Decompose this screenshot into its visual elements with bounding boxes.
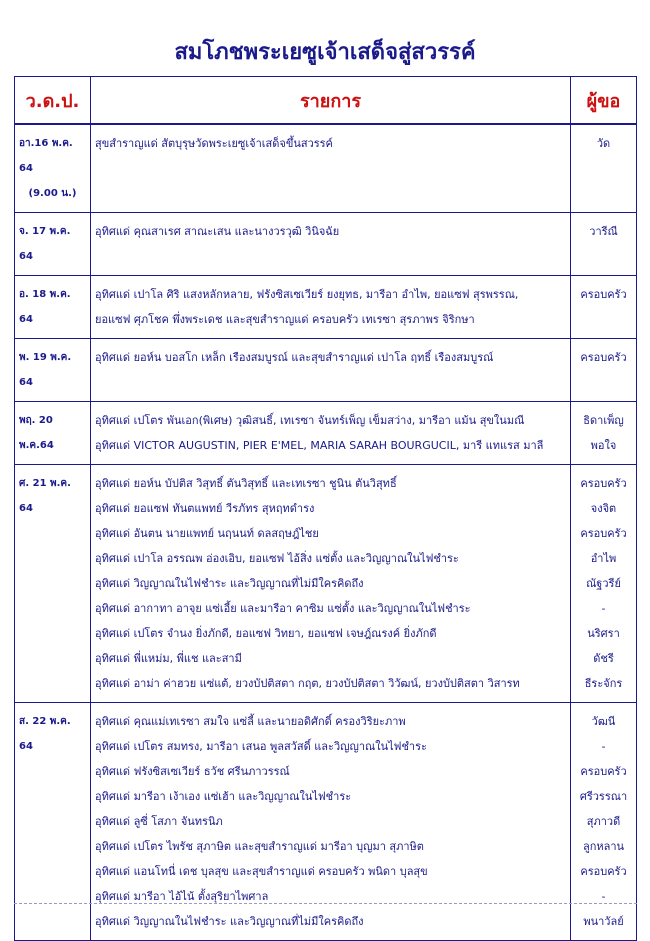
intention-line: อุทิศแด่ คุณสาเรศ สาณะเสน และนางวรวุฒิ วินิจฉัย <box>95 225 340 238</box>
bottom-dashed-divider <box>14 903 637 904</box>
requester-cell <box>571 339 637 402</box>
items-cell <box>91 339 571 402</box>
requester-text: ณัฐวรีย์ <box>586 577 621 590</box>
intention-line: อุทิศแด่ ฟรังซิสเซเวียร์ ธวัช ศรีนภาวรรณ์ <box>95 765 290 778</box>
requester-cell <box>571 402 637 465</box>
intention-line: อุทิศแด่ เปาโล อรรณพ อ่องเอิบ, ยอแซฟ ไอ้สิ่ง แซ่ตั้ง และวิญญาณในไฟชำระ <box>95 552 459 565</box>
intention-line: อุทิศแด่ มารีอา เง้าเอง แซ่เฮ้า และวิญญาณในไฟชำระ <box>95 790 352 803</box>
items-cell <box>91 402 571 465</box>
header-items: รายการ <box>91 77 571 125</box>
intention-line: อุทิศแด่ เปโตร พันเอก(พิเศษ) วุฒิสนธิ์, เทเรซา จันทร์เพ็ญ เข็มสว่าง, มารีอา แม้น สุขในมณี <box>95 414 525 427</box>
intention-line: อุทิศแด่ เปโตร จำนง ยิ่งภักดี, ยอแซฟ วิทยา, ยอแซฟ เจษฎ์ณรงค์ ยิ่งภักดี <box>95 627 437 640</box>
header-requester: ผู้ขอ <box>571 77 637 125</box>
date-cell <box>15 213 91 276</box>
date-cell <box>15 402 91 465</box>
intention-line: อุทิศแด่ ลูซี่ โสภา จันทรนิภ <box>95 815 223 828</box>
requester-text: วัด <box>596 137 611 150</box>
intention-line: อุทิศแด่ วิญญาณในไฟชำระ และวิญญาณที่ไม่มีใครคิดถึง <box>95 915 364 928</box>
intention-line: อุทิศแด่ เปโตร ไพรัช สุภาษิต และสุขสำราญแด่ มารีอา บุญมา สุภาษิต <box>95 840 424 853</box>
date-text: ส. 22 พ.ค. 64 <box>19 716 71 752</box>
requester-text: ครอบครัว <box>580 527 627 540</box>
date-cell <box>15 703 91 941</box>
requester-text: ครอบครัว <box>580 351 627 364</box>
page-title: สมโภชพระเยซูเจ้าเสด็จสู่สวรรค์ <box>174 40 476 65</box>
date-cell <box>15 124 91 213</box>
items-cell <box>91 124 571 213</box>
header-date: ว.ด.ป. <box>15 77 91 125</box>
requester-text: ครอบครัว <box>580 865 627 878</box>
requester-text: นริศรา <box>587 627 620 640</box>
table-row <box>15 402 637 465</box>
date-text: พฤ. 20 พ.ค.64 <box>19 415 54 451</box>
requester-text: พนาวัลย์ <box>583 915 624 928</box>
intention-line: อุทิศแด่ อาม่า ค่าฮวย แซ่แต้, ยวงบัปติสตา กฤต, ยวงบัปติสตา วิวัฒน์, ยวงบัปติสตา วิสารท <box>95 677 520 690</box>
table-row <box>15 339 637 402</box>
items-cell <box>91 465 571 703</box>
intention-line: อุทิศแด่ พี่แหม่ม, พี่แช และสามี <box>95 652 242 665</box>
requester-text: ดัชรี <box>593 652 614 665</box>
requester-cell <box>571 213 637 276</box>
table-row <box>15 124 637 213</box>
intention-line: อุทิศแด่ ยอห์น บอสโก เหล็ก เรืองสมบูรณ์ และสุขสำราญแด่ เปาโล ฤทธิ์ เรืองสมบูรณ์ <box>95 351 494 364</box>
intention-line: อุทิศแด่ ยอแซฟ ทันตแพทย์ วีรภัทร สุหฤทดำรง <box>95 502 315 515</box>
items-cell <box>91 213 571 276</box>
date-text: พ. 19 พ.ค. 64 <box>19 352 72 388</box>
requester-text: พอใจ <box>590 439 617 452</box>
intention-line: อุทิศแด่ อากาทา อาจุย แซ่เอี้ย และมารีอา คาซิม แซ่ตั้ง และวิญญาณในไฟชำระ <box>95 602 471 615</box>
requester-text: ลูกหลาน <box>582 840 625 853</box>
requester-text: จงจิต <box>590 502 617 515</box>
date-text: จ. 17 พ.ค. 64 <box>19 226 71 262</box>
table-header-row <box>15 77 637 125</box>
requester-text: - <box>601 602 606 615</box>
requester-text: - <box>601 890 606 903</box>
items-cell <box>91 703 571 941</box>
intention-line: อุทิศแด่ VICTOR AUGUSTIN, PIER E'MEL, MARIA SARAH BOURGUCIL, มารี แทแรส มาลี <box>95 439 544 452</box>
intention-line: ยอแซฟ ศุภโชค พึ่งพระเดช และสุขสำราญแด่ ครอบครัว เทเรซา สุรภาพร จิริกษา <box>95 313 475 326</box>
table-row <box>15 276 637 339</box>
requester-text: ศรีวรรณา <box>579 790 628 803</box>
intention-line: อุทิศแด่ มารีอา ไอ้ไน้ ตั้งสุริยาไพศาล <box>95 890 269 903</box>
requester-text: ครอบครัว <box>580 477 627 490</box>
table-row <box>15 703 637 941</box>
date-cell <box>15 339 91 402</box>
table-row <box>15 465 637 703</box>
intention-line: อุทิศแด่ เปาโล ศิริ แสงหลักหลาย, ฟรังซิสเซเวียร์ ยงยุทธ, มารีอา อำไพ, ยอแซฟ สุรพรรณ, <box>95 288 519 301</box>
requester-text: ธิดาเพ็ญ <box>583 414 624 427</box>
intention-line: อุทิศแด่ ยอห์น บัปติส วิสุทธิ์ ตันวิสุทธิ์ และเทเรซา ชูนิน ตันวิสุทธิ์ <box>95 477 397 490</box>
intention-line: อุทิศแด่ วิญญาณในไฟชำระ และวิญญาณที่ไม่มีใครคิดถึง <box>95 577 364 590</box>
intention-line: อุทิศแด่ แอนโทนี่ เดช บุลสุข และสุขสำราญแด่ ครอบครัว พนิดา บุลสุข <box>95 865 428 878</box>
date-cell <box>15 276 91 339</box>
table-row <box>15 213 637 276</box>
requester-text: วารีณี <box>589 225 618 238</box>
intention-line: อุทิศแด่ คุณแม่เทเรซา สมใจ แซ่ลี้ และนายอดิศักดิ์ ครองวิริยะภาพ <box>95 715 406 728</box>
requester-text: ธีระจักร <box>584 677 623 690</box>
date-text: อา.16 พ.ค. 64 <box>19 138 73 174</box>
requester-cell <box>571 124 637 213</box>
date-text: อ. 18 พ.ค. 64 <box>19 289 71 325</box>
date-cell <box>15 465 91 703</box>
requester-text: อำไพ <box>590 552 617 565</box>
requester-text: ครอบครัว <box>580 288 627 301</box>
mass-intentions-table <box>14 76 637 941</box>
intention-line: อุทิศแด่ เปโตร สมทรง, มารีอา เสนอ พูลสวัสดิ์ และวิญญาณในไฟชำระ <box>95 740 427 753</box>
requester-cell <box>571 465 637 703</box>
requester-cell <box>571 703 637 941</box>
requester-text: วัฒนี <box>591 715 616 728</box>
requester-cell <box>571 276 637 339</box>
requester-text: - <box>601 740 606 753</box>
date-text: ศ. 21 พ.ค. 64 <box>19 478 71 514</box>
requester-text: ครอบครัว <box>580 765 627 778</box>
date-text: (9.00 น.) <box>28 188 77 199</box>
intention-line: สุขสำราญแด่ สัตบุรุษวัดพระเยซูเจ้าเสด็จขึ้นสวรรค์ <box>95 137 333 150</box>
intention-line: อุทิศแด่ อันตน นายแพทย์ นฤนนท์ ดลสฤษฎ์ไชย <box>95 527 319 540</box>
items-cell <box>91 276 571 339</box>
requester-text: สุภาวดี <box>586 815 621 828</box>
